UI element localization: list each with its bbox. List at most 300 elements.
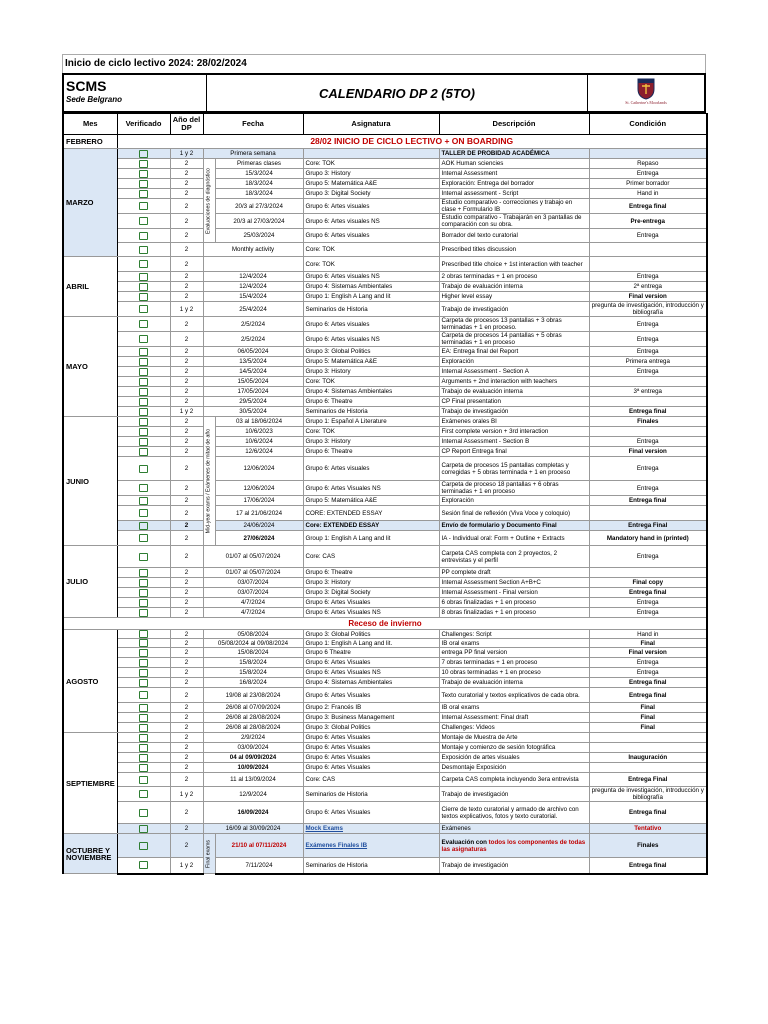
year-cell: 2 (170, 347, 203, 357)
condition-cell: Entrega final (589, 496, 707, 506)
year-cell: 1 y 2 (170, 302, 203, 317)
condition-cell: Entrega final (589, 588, 707, 598)
verified-checkbox[interactable] (139, 842, 148, 850)
table-row (63, 282, 707, 292)
verified-checkbox[interactable] (139, 522, 148, 530)
verified-checkbox[interactable] (139, 335, 148, 343)
verified-checkbox[interactable] (139, 734, 148, 742)
verified-checkbox[interactable] (139, 418, 148, 426)
condition-cell: Entrega (589, 317, 707, 332)
condition-cell: Entrega final (589, 688, 707, 703)
verified-cell (117, 357, 170, 367)
subject-cell: Core: CAS (303, 773, 439, 787)
condition-cell: Entrega (589, 598, 707, 608)
date-cell: 7/11/2024 (215, 858, 303, 874)
table-row (63, 787, 707, 802)
description-cell: Montaje de Muestra de Arte (439, 733, 589, 743)
condition-cell: Entrega (589, 668, 707, 678)
verified-cell (117, 834, 170, 858)
subject-cell: Core: TOK (303, 257, 439, 272)
verified-checkbox[interactable] (139, 293, 148, 301)
date-cell: 01/07 al 05/07/2024 (203, 568, 303, 578)
verified-checkbox[interactable] (139, 305, 148, 313)
subject-cell: Grupo 6: Artes visuales NS (303, 272, 439, 282)
verified-checkbox[interactable] (139, 754, 148, 762)
verified-checkbox[interactable] (139, 630, 148, 638)
date-cell: 20/3 al 27/03/2024 (215, 214, 303, 229)
verified-checkbox[interactable] (139, 609, 148, 617)
table-row (63, 317, 707, 332)
condition-cell: Mandatory hand in (printed) (589, 531, 707, 546)
description-text: Evaluación con (441, 838, 489, 846)
description-cell: Internal Assessment - Section B (439, 437, 589, 447)
verified-checkbox[interactable] (139, 448, 148, 456)
description-cell: Exploración (439, 357, 589, 367)
condition-cell: Entrega (589, 229, 707, 243)
description-cell: Internal Assessment - Final version (439, 588, 589, 598)
subject-cell: Grupo 6: Artes Visuales (303, 763, 439, 773)
condition-cell: Final (589, 639, 707, 648)
verified-checkbox[interactable] (139, 579, 148, 587)
condition-cell: Entrega (589, 546, 707, 568)
verified-checkbox[interactable] (139, 320, 148, 328)
calendar-sheet (62, 54, 706, 875)
table-row (63, 658, 707, 668)
condition-cell: Finales (589, 417, 707, 427)
description-cell: CP Report Entrega final (439, 447, 589, 457)
subject-cell: Grupo 5: Matemática A&E (303, 496, 439, 506)
description-cell: Cierre de texto curatorial y armado de archivo con textos explicativos, fotos y texto curatorial. (439, 802, 589, 824)
subject-cell: Grupo 6: Artes visuales NS (303, 332, 439, 347)
verified-cell (117, 407, 170, 417)
year-cell: 2 (170, 317, 203, 332)
description-cell: First complete version + 3rd interaction (439, 427, 589, 437)
table-row (63, 668, 707, 678)
table-row (63, 169, 707, 179)
condition-cell: Hand in (589, 630, 707, 639)
verified-checkbox[interactable] (139, 669, 148, 677)
table-row (63, 397, 707, 407)
subject-cell: Grupo 6: Artes visuales (303, 317, 439, 332)
year-cell: 2 (170, 568, 203, 578)
year-cell: 2 (170, 648, 203, 658)
condition-cell: Primer borrador (589, 179, 707, 189)
verified-checkbox[interactable] (139, 764, 148, 772)
description-cell: Trabajo de investigación (439, 787, 589, 802)
verified-checkbox[interactable] (139, 170, 148, 178)
subject-cell: Grupo 6: Artes Visuales (303, 598, 439, 608)
subject-cell: Exámenes Finales IB (303, 834, 439, 858)
verified-checkbox[interactable] (139, 398, 148, 406)
verified-cell (117, 387, 170, 397)
verified-cell (117, 506, 170, 521)
year-cell: 2 (170, 703, 203, 713)
year-cell: 2 (170, 713, 203, 723)
verified-checkbox[interactable] (139, 599, 148, 607)
verified-cell (117, 568, 170, 578)
verified-cell (117, 531, 170, 546)
school-name: SCMS (66, 78, 107, 94)
condition-cell: Final (589, 703, 707, 713)
verified-cell (117, 317, 170, 332)
subject-cell: Grupo 6: Artes Visuales (303, 733, 439, 743)
verified-cell (117, 257, 170, 272)
verified-checkbox[interactable] (139, 408, 148, 416)
year-cell: 2 (170, 496, 203, 506)
description-cell: Exámenes orales BI (439, 417, 589, 427)
col-fecha: Fecha (203, 114, 303, 135)
condition-cell (589, 506, 707, 521)
verified-checkbox[interactable] (139, 180, 148, 188)
table-row (63, 149, 707, 159)
description-cell: 10 obras terminadas + 1 en proceso (439, 668, 589, 678)
description-cell: Internal Assessment (439, 169, 589, 179)
calendar-header (62, 73, 706, 113)
condition-cell (589, 243, 707, 257)
year-cell: 2 (170, 481, 203, 496)
verified-cell (117, 272, 170, 282)
subject-cell: CORE: EXTENDED ESSAY (303, 506, 439, 521)
year-cell: 2 (170, 753, 203, 763)
year-cell: 1 y 2 (170, 149, 203, 159)
description-cell: Envío de formulario y Documento Final (439, 521, 589, 531)
condition-cell: Final (589, 723, 707, 733)
date-cell: 10/09/2024 (203, 763, 303, 773)
verified-cell (117, 282, 170, 292)
recess-row (63, 618, 707, 630)
verified-checkbox[interactable] (139, 649, 148, 657)
table-row (63, 387, 707, 397)
subject-cell: Grupo 6: Artes Visuales NS (303, 608, 439, 618)
condition-cell (589, 257, 707, 272)
date-cell: 25/4/2024 (203, 302, 303, 317)
verified-checkbox[interactable] (139, 704, 148, 712)
date-cell: 14/5/2024 (203, 367, 303, 377)
table-row (63, 858, 707, 874)
year-cell: 2 (170, 531, 203, 546)
verified-checkbox[interactable] (139, 273, 148, 281)
condition-cell (589, 377, 707, 387)
verified-checkbox[interactable] (139, 217, 148, 225)
verified-cell (117, 229, 170, 243)
subject-cell (303, 149, 439, 159)
verified-checkbox[interactable] (139, 160, 148, 168)
description-cell: 7 obras terminadas + 1 en proceso (439, 658, 589, 668)
condition-cell: Final copy (589, 578, 707, 588)
condition-cell (589, 733, 707, 743)
table-row (63, 506, 707, 521)
date-cell: 12/06/2024 (215, 457, 303, 481)
verified-checkbox[interactable] (139, 825, 148, 833)
description-cell: Trabajo de investigación (439, 302, 589, 317)
year-cell: 2 (170, 189, 203, 199)
verified-checkbox[interactable] (139, 744, 148, 752)
verified-checkbox[interactable] (139, 368, 148, 376)
date-cell: 12/4/2024 (203, 282, 303, 292)
table-row (63, 332, 707, 347)
verified-cell (117, 733, 170, 743)
table-row (63, 568, 707, 578)
subject-cell: Seminarios de Historia (303, 407, 439, 417)
subject-cell: Grupo 6 Theatre (303, 648, 439, 658)
condition-cell: Entrega (589, 272, 707, 282)
description-cell: Borrador del texto curatorial (439, 229, 589, 243)
verified-checkbox[interactable] (139, 465, 148, 473)
description-cell: Exploración: Entrega del borrador (439, 179, 589, 189)
description-highlight: todos los componentes de todas las asignaturas (441, 838, 586, 853)
date-cell: 16/09 al 30/09/2024 (203, 824, 303, 834)
verified-checkbox[interactable] (139, 246, 148, 254)
table-row (63, 639, 707, 648)
verified-cell (117, 688, 170, 703)
condition-cell (589, 743, 707, 753)
verified-checkbox[interactable] (139, 534, 148, 542)
side-label-text: Final exams (205, 839, 212, 868)
year-cell: 2 (170, 243, 203, 257)
condition-cell (589, 427, 707, 437)
verified-checkbox[interactable] (139, 509, 148, 517)
date-cell: Primera semana (203, 149, 303, 159)
verified-cell (117, 189, 170, 199)
calendar-table (62, 113, 708, 875)
table-row (63, 159, 707, 169)
description-cell: Carpeta de procesos 15 pantallas completas y corregidas + 5 obras terminada + 1 en proceso (439, 457, 589, 481)
verified-checkbox[interactable] (139, 809, 148, 817)
date-cell: 05/08/2024 (203, 630, 303, 639)
verified-checkbox[interactable] (139, 861, 148, 869)
year-cell: 2 (170, 257, 203, 272)
verified-cell (117, 292, 170, 302)
table-row (63, 347, 707, 357)
month-junio: JUNIO (63, 417, 117, 546)
condition-cell: Entrega Final (589, 773, 707, 787)
subject-cell: Grupo 6: Theatre (303, 568, 439, 578)
date-cell: Monthly activity (203, 243, 303, 257)
date-cell: 30/5/2024 (203, 407, 303, 417)
verified-checkbox[interactable] (139, 497, 148, 505)
description-cell: Trabajo de evaluación interna (439, 678, 589, 688)
year-cell: 2 (170, 437, 203, 447)
condition-cell: pregunta de investigación, introducción y bibliografía (589, 787, 707, 802)
condition-cell: Inauguración (589, 753, 707, 763)
description-cell: Carpeta CAS completa incluyendo 3era entrevista (439, 773, 589, 787)
subject-cell: Grupo 6: Artes visuales (303, 457, 439, 481)
subject-cell: Grupo 3: Global Politics (303, 723, 439, 733)
col-mes: Mes (63, 114, 117, 135)
condition-cell: pregunta de investigación, introducción y bibliografía (589, 302, 707, 317)
table-row (63, 367, 707, 377)
description-cell: EA: Entrega final del Report (439, 347, 589, 357)
description-cell: IB oral exams (439, 639, 589, 648)
verified-checkbox[interactable] (139, 553, 148, 561)
year-cell: 2 (170, 588, 203, 598)
month-abril: ABRIL (63, 257, 117, 317)
school-sede: Sede Belgrano (66, 95, 123, 104)
verified-checkbox[interactable] (139, 659, 148, 667)
verified-checkbox[interactable] (139, 358, 148, 366)
verified-checkbox[interactable] (139, 776, 148, 784)
verified-checkbox[interactable] (139, 232, 148, 240)
year-cell: 2 (170, 639, 203, 648)
month-octnov: OCTUBRE Y NOVIEMBRE (63, 834, 117, 874)
date-cell: 13/5/2024 (203, 357, 303, 367)
description-cell: Arguments + 2nd interaction with teachers (439, 377, 589, 387)
verified-checkbox[interactable] (139, 724, 148, 732)
verified-checkbox[interactable] (139, 714, 148, 722)
condition-cell: Final version (589, 292, 707, 302)
subject-cell: Grupo 5: Matemática A&E (303, 179, 439, 189)
subject-cell: Grupo 3: Global Politics (303, 347, 439, 357)
col-ano: Año del DP (170, 114, 203, 135)
description-cell: Challenges: Videos (439, 723, 589, 733)
date-cell: 19/08 al 23/08/2024 (203, 688, 303, 703)
year-cell: 2 (170, 377, 203, 387)
subject-cell: Grupo 4: Sistemas Ambientales (303, 282, 439, 292)
year-cell: 2 (170, 521, 203, 531)
condition-cell: Repaso (589, 159, 707, 169)
year-cell: 2 (170, 332, 203, 347)
date-cell: 2/5/2024 (203, 332, 303, 347)
year-cell: 2 (170, 630, 203, 639)
side-label-midyear (203, 417, 215, 546)
table-row (63, 437, 707, 447)
verified-checkbox[interactable] (139, 428, 148, 436)
date-cell: 26/08 al 28/08/2024 (203, 713, 303, 723)
verified-checkbox[interactable] (139, 679, 148, 687)
date-cell: 12/9/2024 (203, 787, 303, 802)
verified-checkbox[interactable] (139, 438, 148, 446)
verified-checkbox[interactable] (139, 569, 148, 577)
col-condicion: Condición (589, 114, 707, 135)
date-cell: 11 al 13/09/2024 (203, 773, 303, 787)
condition-cell: Entrega (589, 367, 707, 377)
subject-cell: Core: TOK (303, 243, 439, 257)
description-cell (439, 834, 589, 858)
subject-cell: Grupo 4: Sistemas Ambientales (303, 387, 439, 397)
verified-checkbox[interactable] (139, 260, 148, 268)
subject-cell: Grupo 3: Digital Society (303, 189, 439, 199)
verified-cell (117, 658, 170, 668)
verified-checkbox[interactable] (139, 190, 148, 198)
table-row (63, 763, 707, 773)
date-cell: 12/06/2024 (215, 481, 303, 496)
year-cell: 2 (170, 159, 203, 169)
verified-cell (117, 588, 170, 598)
table-row (63, 302, 707, 317)
verified-cell (117, 723, 170, 733)
school-block (64, 75, 207, 111)
condition-cell: Entrega final (589, 407, 707, 417)
verified-checkbox[interactable] (139, 202, 148, 210)
date-cell: 29/5/2024 (203, 397, 303, 407)
subject-cell: Grupo 6: Artes visuales (303, 199, 439, 214)
subject-cell: Grupo 6: Artes visuales (303, 229, 439, 243)
subject-cell: Core: TOK (303, 159, 439, 169)
description-cell: Montaje y comienzo de sesión fotográfica (439, 743, 589, 753)
verified-cell (117, 521, 170, 531)
date-cell: 16/09/2024 (203, 802, 303, 824)
verified-checkbox[interactable] (139, 150, 148, 158)
verified-checkbox[interactable] (139, 283, 148, 291)
table-row (63, 427, 707, 437)
side-label-text: Evaluaciones de diagnóstico (205, 167, 212, 234)
verified-checkbox[interactable] (139, 589, 148, 597)
subject-cell: Grupo 6: Theatre (303, 397, 439, 407)
year-cell: 2 (170, 598, 203, 608)
verified-cell (117, 787, 170, 802)
year-cell: 2 (170, 457, 203, 481)
condition-cell: Final (589, 713, 707, 723)
verified-checkbox[interactable] (139, 484, 148, 492)
verified-checkbox[interactable] (139, 691, 148, 699)
verified-checkbox[interactable] (139, 639, 148, 647)
year-cell: 1 y 2 (170, 787, 203, 802)
subject-cell: Grupo 3: History (303, 437, 439, 447)
date-cell: 03/09/2024 (203, 743, 303, 753)
table-row (63, 834, 707, 858)
verified-cell (117, 302, 170, 317)
description-cell: CP Final presentation (439, 397, 589, 407)
side-label-diagnostico (203, 159, 215, 243)
subject-cell: Grupo 6: Artes Visuales (303, 802, 439, 824)
condition-cell: Primera entrega (589, 357, 707, 367)
verified-cell (117, 447, 170, 457)
table-row (63, 688, 707, 703)
date-cell (203, 257, 303, 272)
year-cell: 2 (170, 743, 203, 753)
year-cell: 2 (170, 723, 203, 733)
condition-cell: Entrega (589, 437, 707, 447)
date-cell: 4/7/2024 (203, 608, 303, 618)
description-cell: Higher level essay (439, 292, 589, 302)
year-cell: 2 (170, 214, 203, 229)
condition-cell: Entrega final (589, 802, 707, 824)
date-cell: Primeras clases (215, 159, 303, 169)
condition-cell (589, 397, 707, 407)
description-cell: Internal Assessment - Section A (439, 367, 589, 377)
year-cell: 2 (170, 546, 203, 568)
subject-cell: Grupo 3: History (303, 578, 439, 588)
verified-cell (117, 763, 170, 773)
table-row (63, 531, 707, 546)
date-cell: 21/10 al 07/11/2024 (215, 834, 303, 858)
table-row (63, 257, 707, 272)
verified-cell (117, 668, 170, 678)
year-cell: 2 (170, 367, 203, 377)
year-cell: 2 (170, 397, 203, 407)
year-cell: 1 y 2 (170, 407, 203, 417)
table-row (63, 648, 707, 658)
verified-checkbox[interactable] (139, 388, 148, 396)
date-cell: 03/07/2024 (203, 578, 303, 588)
verified-cell (117, 427, 170, 437)
subject-cell: Grupo 3: History (303, 367, 439, 377)
date-cell: 2/9/2024 (203, 733, 303, 743)
condition-cell (589, 568, 707, 578)
verified-cell (117, 713, 170, 723)
year-cell: 2 (170, 179, 203, 189)
verified-checkbox[interactable] (139, 790, 148, 798)
verified-checkbox[interactable] (139, 378, 148, 386)
description-cell: 8 obras finalizadas + 1 en proceso (439, 608, 589, 618)
col-asignatura: Asignatura (303, 114, 439, 135)
description-cell: Prescribed titles discussion (439, 243, 589, 257)
verified-checkbox[interactable] (139, 348, 148, 356)
verified-cell (117, 678, 170, 688)
year-cell: 2 (170, 199, 203, 214)
date-cell: 04 al 09/09/2024 (203, 753, 303, 763)
crest-icon (615, 77, 677, 109)
